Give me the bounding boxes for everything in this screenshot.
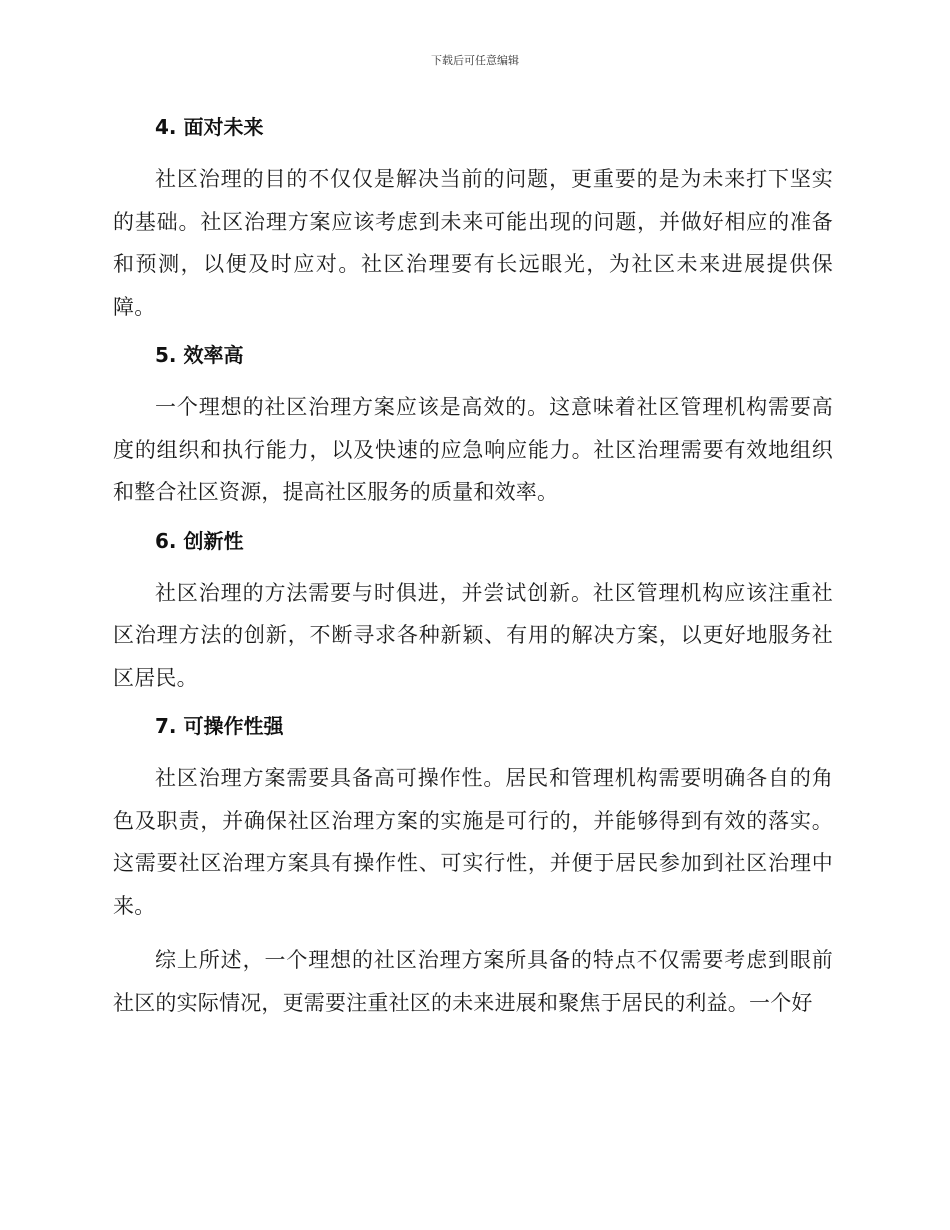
section-paragraph: 社区治理的方法需要与时俱进，并尝试创新。社区管理机构应该注重社区治理方法的创新，不断寻求各种新颖、有用的解决方案，以更好地服务社区居民。 [113, 580, 833, 690]
conclusion-paragraph: 综上所述，一个理想的社区治理方案所具备的特点不仅需要考虑到眼前社区的实际情况，更需要注重社区的未来进展和聚焦于居民的利益。一个好 [113, 948, 833, 1015]
section-paragraph: 一个理想的社区治理方案应该是高效的。这意味着社区管理机构需要高度的组织和执行能力，以及快速的应急响应能力。社区治理需要有效地组织和整合社区资源，提高社区服务的质量和效率。 [113, 395, 833, 504]
section-heading: 5. 效率高 [155, 343, 244, 367]
section-heading: 4. 面对未来 [155, 115, 264, 139]
section-heading: 7. 可操作性强 [155, 714, 284, 738]
document-body [113, 112, 833, 1024]
page-header-note: 下载后可任意编辑 [431, 54, 519, 67]
section-efficiency [113, 340, 833, 514]
section-heading: 6. 创新性 [155, 528, 244, 553]
section-operability [113, 711, 833, 927]
section-innovation [113, 526, 833, 700]
section-paragraph: 社区治理的目的不仅仅是解决当前的问题，更重要的是为未来打下坚实的基础。社区治理方案应该考虑到未来可能出现的问题，并做好相应的准备和预测，以便及时应对。社区治理要有长远眼光，为社区未来进展提供保障。 [113, 167, 833, 319]
section-facing-future [113, 112, 833, 328]
section-paragraph: 社区治理方案需要具备高可操作性。居民和管理机构需要明确各自的角色及职责，并确保社区治理方案的实施是可行的，并能够得到有效的落实。这需要社区治理方案具有操作性、可实行性，并便于居民参加到社区治理中来。 [113, 766, 833, 918]
